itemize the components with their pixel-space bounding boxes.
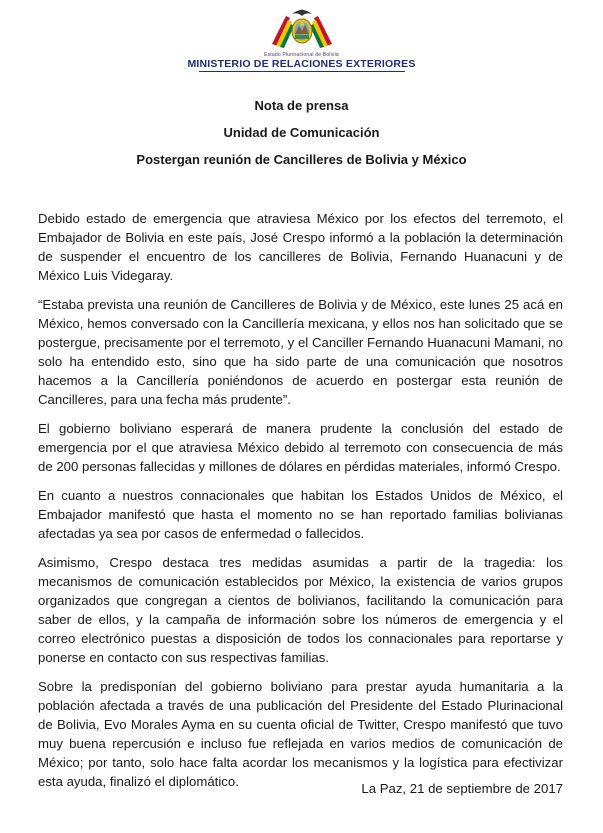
document-titles (0, 98, 603, 179)
bolivia-coat-of-arms-icon (266, 4, 338, 52)
paragraph: El gobierno boliviano esperará de manera prudente la conclusión del estado de emergencia por el que atraviesa México debido al terremoto con consecuencia de más de 200 personas fallecidas y millones de dólares en pérdidas materiales, informó Crespo. (38, 421, 563, 474)
ministry-underline (199, 71, 405, 72)
place-date-signoff: La Paz, 21 de septiembre de 2017 (361, 781, 563, 796)
paragraph: Sobre la predisponían del gobierno boliviano para prestar ayuda humanitaria a la población afectada a través de una publicación del Presidente del Estado Plurinacional de Bolivia, Evo Morales Ayma en su cuenta oficial de Twitter, Crespo manifestó que tuvo muy buena repercusión e incluso fue reflejada en varios medios de comunicación de México; por tanto, solo hace falta acordar los mecanismos y la logística para efectivizar esta ayuda, finalizó el diplomático. (38, 679, 563, 789)
letterhead (0, 4, 603, 72)
headline: Postergan reunión de Cancilleres de Bolivia y México (136, 152, 467, 167)
state-name: Estado Plurinacional de Bolivia (264, 52, 339, 58)
document-type: Nota de prensa (254, 98, 349, 113)
ministry-name: MINISTERIO DE RELACIONES EXTERIORES (187, 58, 416, 70)
paragraph: “Estaba prevista una reunión de Cancilleres de Bolivia y de México, este lunes 25 acá en México, hemos conversado con la Cancillería mexicana, y ellos nos han solicitado que se postergue, precisamente por el terremoto, y el Canciller Fernando Huanacuni Mamani, no solo ha entendido esto, sino que ha sido parte de una comunicación que nosotros hacemos a la Cancillería poniéndonos de acuerdo en postergar esta reunión de Cancilleres, para una fecha más prudente”. (38, 297, 563, 407)
paragraph: Asimismo, Crespo destaca tres medidas asumidas a partir de la tragedia: los mecanismos de comunicación establecidos por México, la existencia de varios grupos organizados que congregan a cientos de bolivianos, facilitando la comunicación para saber de ellos, y la campaña de información sobre los números de emergencia y el correo electrónico puestas a disposición de todos los connacionales para reportarse y ponerse en contacto con sus respectivas familias. (38, 555, 563, 665)
paragraph: En cuanto a nuestros connacionales que habitan los Estados Unidos de México, el Embajador manifestó que hasta el momento no se han reportado familias bolivianas afectadas ya sea por casos de enfermedad o fallecidos. (38, 488, 563, 541)
paragraph: Debido estado de emergencia que atraviesa México por los efectos del terremoto, el Embajador de Bolivia en este país, José Crespo informó a la población la determinación de suspender el encuentro de los cancilleres de Bolivia, Fernando Huanacuni y de México Luis Videgaray. (38, 211, 563, 283)
press-release-body (38, 209, 563, 801)
issuing-unit: Unidad de Comunicación (223, 125, 380, 140)
